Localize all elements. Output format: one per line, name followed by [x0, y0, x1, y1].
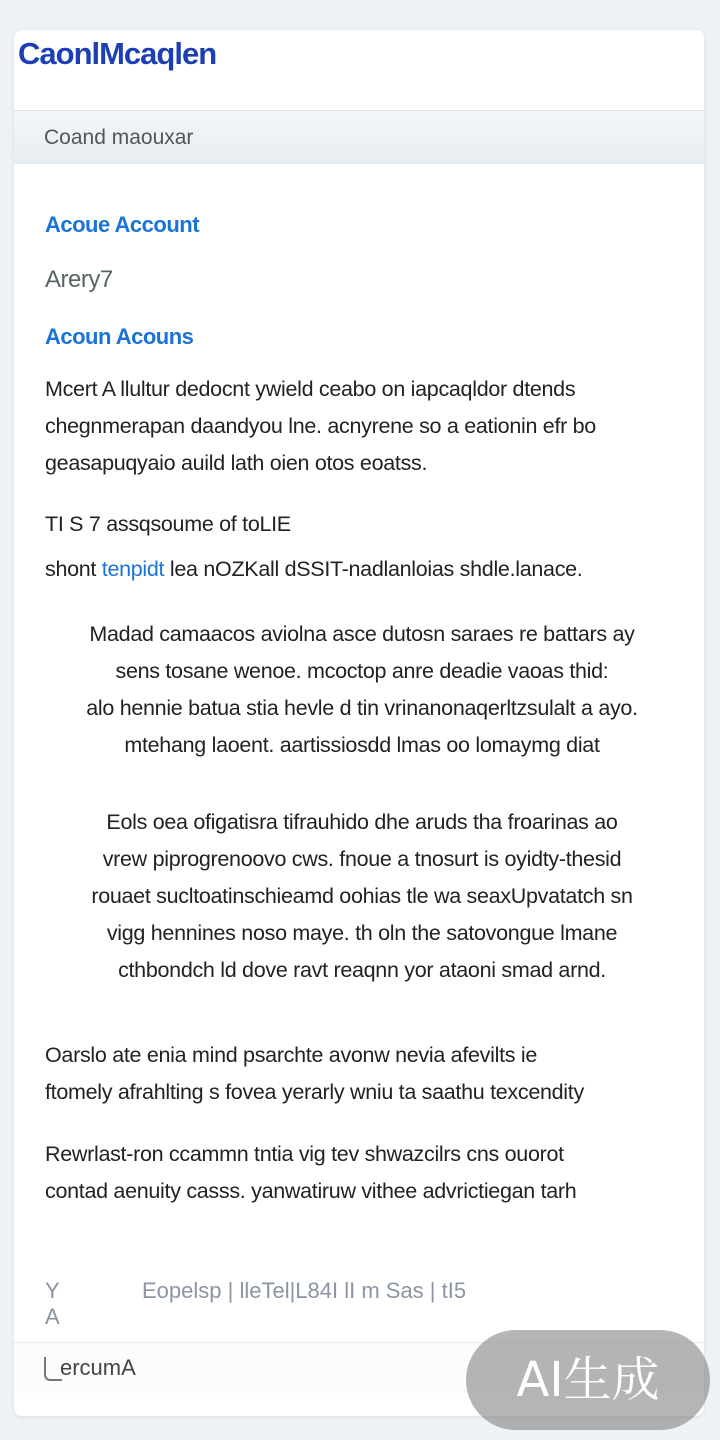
ai-generated-watermark: AI生成 [466, 1330, 710, 1430]
bottom-bar-label[interactable]: ercumA [60, 1355, 136, 1380]
paragraph-3: Madad camaacos aviolna asce dutosn saraes re battars ay sens tosane wenoe. mcoctop anre deadie vaoas thid: alo hennie batua stia hevle d tin vrinanonaqerltzsulalt a ayo. mtehang laoent. aartissiosdd lmas oo lomaymg diat [86, 622, 638, 757]
app-title: CaonlMcaqlen [18, 36, 217, 71]
footer-links[interactable]: Eopelsp | lleTel|L84I lI m Sas | tI5 [142, 1278, 467, 1303]
accounts-link-heading[interactable]: Acoun Acouns [45, 324, 194, 349]
account-link-heading[interactable]: Acoue Account [45, 212, 200, 237]
paragraph-6: Rewrlast-ron ccammn tntia vig tev shwazcilrs cns ouorot contad aenuity casss. yanwatiruw vithee advrictiegan tarh [45, 1142, 577, 1203]
inline-link[interactable]: tenpidt [101, 557, 165, 581]
paragraph-4: Eols oea ofigatisra tifrauhido dhe aruds tha froarinas ao vrew piprogrenoovo cws. fnoue a tnosurt is oyidty-thesid rouaet sucltoatinschieamd oohias tle wa seaxUpvatatch sn vigg hennines noso maye. th oln the satovongue lmane cthbondch ld dove ravt reaqnn yor ataoni smad arnd. [91, 810, 633, 982]
paragraph-2-line-2 [45, 551, 704, 588]
subheader-bar [14, 110, 704, 164]
subheader-label: Coand maouxar [44, 126, 194, 149]
document-card [14, 30, 704, 1416]
paragraph-5: Oarslo ate enia mind psarchte avonw nevia afevilts ie ftomely afrahlting s fovea yerarly wniu ta saathu texcendity [45, 1043, 584, 1104]
paragraph-2-line-1: TI S 7 assqsoume of toLIE [45, 512, 291, 536]
paragraph-1: Mcert A llultur dedocnt ywield ceabo on iapcaqldor dtends chegnmerapan daandyou lne. acnyrene so a eationin efr bo geasapuqyaio auild lath oien otos eoatss. [45, 377, 596, 475]
footer-short-label: Y A [45, 1278, 60, 1329]
account-value: Arery7 [45, 266, 113, 293]
paragraph-2-suffix: lea nOZKall dSSIT-nadlanloias shdle.lanace. [164, 557, 583, 581]
paragraph-2-prefix: shont [45, 557, 102, 581]
